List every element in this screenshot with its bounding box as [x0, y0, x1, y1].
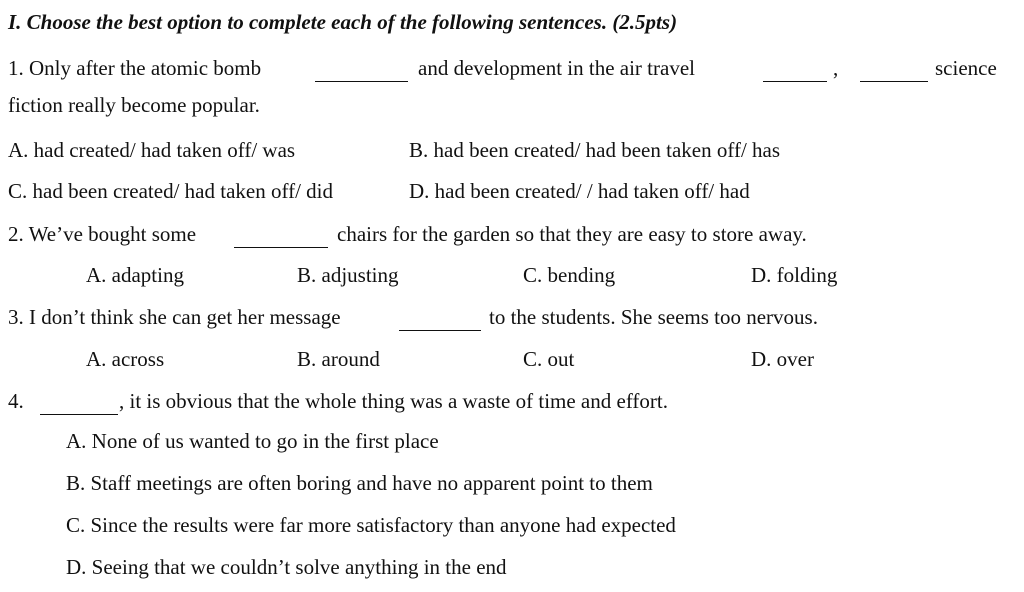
section-title: I. Choose the best option to complete each of the following sentences. (2.5pts) — [8, 10, 678, 34]
question-2-number: 2. — [8, 222, 24, 246]
question-3-line-1 — [8, 304, 341, 330]
question-1-option-b[interactable]: B. had been created/ had been taken off/ has — [409, 138, 781, 162]
question-4-option-b[interactable]: B. Staff meetings are often boring and have no apparent point to them — [66, 471, 653, 495]
question-4-option-c[interactable]: C. Since the results were far more satisfactory than anyone had expected — [66, 513, 676, 537]
question-4-text: , it is obvious that the whole thing was a waste of time and effort. — [119, 389, 669, 413]
question-3-option-a[interactable]: A. across — [86, 347, 165, 371]
question-3-text-part-2: to the students. She seems too nervous. — [489, 305, 818, 329]
question-1-text-part-4: science — [935, 56, 997, 80]
question-1-number: 1. — [8, 56, 24, 80]
question-2-option-b[interactable]: B. adjusting — [297, 263, 399, 287]
question-1-option-d[interactable]: D. had been created/ / had taken off/ had — [409, 179, 750, 203]
question-1-blank-2[interactable] — [763, 63, 827, 82]
question-1-line-2: fiction really become popular. — [8, 93, 260, 117]
question-1-blank-1[interactable] — [315, 63, 408, 82]
question-1-line-1 — [8, 55, 261, 81]
question-4-number: 4. — [8, 389, 24, 413]
question-1-option-a[interactable]: A. had created/ had taken off/ was — [8, 138, 296, 162]
question-4-blank[interactable] — [40, 396, 118, 415]
question-2-option-a[interactable]: A. adapting — [86, 263, 184, 287]
question-2-text-part-2: chairs for the garden so that they are easy to store away. — [337, 222, 807, 246]
question-1-blank-3[interactable] — [860, 63, 928, 82]
question-3-option-b[interactable]: B. around — [297, 347, 380, 371]
question-1-text-part-1: Only after the atomic bomb — [29, 56, 262, 80]
question-2-line-1 — [8, 221, 196, 247]
question-2-blank[interactable] — [234, 229, 328, 248]
question-1-text-part-2: and development in the air travel — [418, 56, 695, 80]
question-2-option-c[interactable]: C. bending — [523, 263, 616, 287]
question-3-text-part-1: I don’t think she can get her message — [29, 305, 341, 329]
question-2-option-d[interactable]: D. folding — [751, 263, 838, 287]
question-2-text-part-1: We’ve bought some — [28, 222, 197, 246]
question-3-number: 3. — [8, 305, 24, 329]
question-3-option-c[interactable]: C. out — [523, 347, 575, 371]
question-3-option-d[interactable]: D. over — [751, 347, 814, 371]
question-1-comma: , — [833, 56, 839, 80]
question-3-blank[interactable] — [399, 312, 481, 331]
question-4-option-d[interactable]: D. Seeing that we couldn’t solve anything in the end — [66, 555, 507, 579]
question-1-option-c[interactable]: C. had been created/ had taken off/ did — [8, 179, 333, 203]
question-4-option-a[interactable]: A. None of us wanted to go in the first place — [66, 429, 439, 453]
